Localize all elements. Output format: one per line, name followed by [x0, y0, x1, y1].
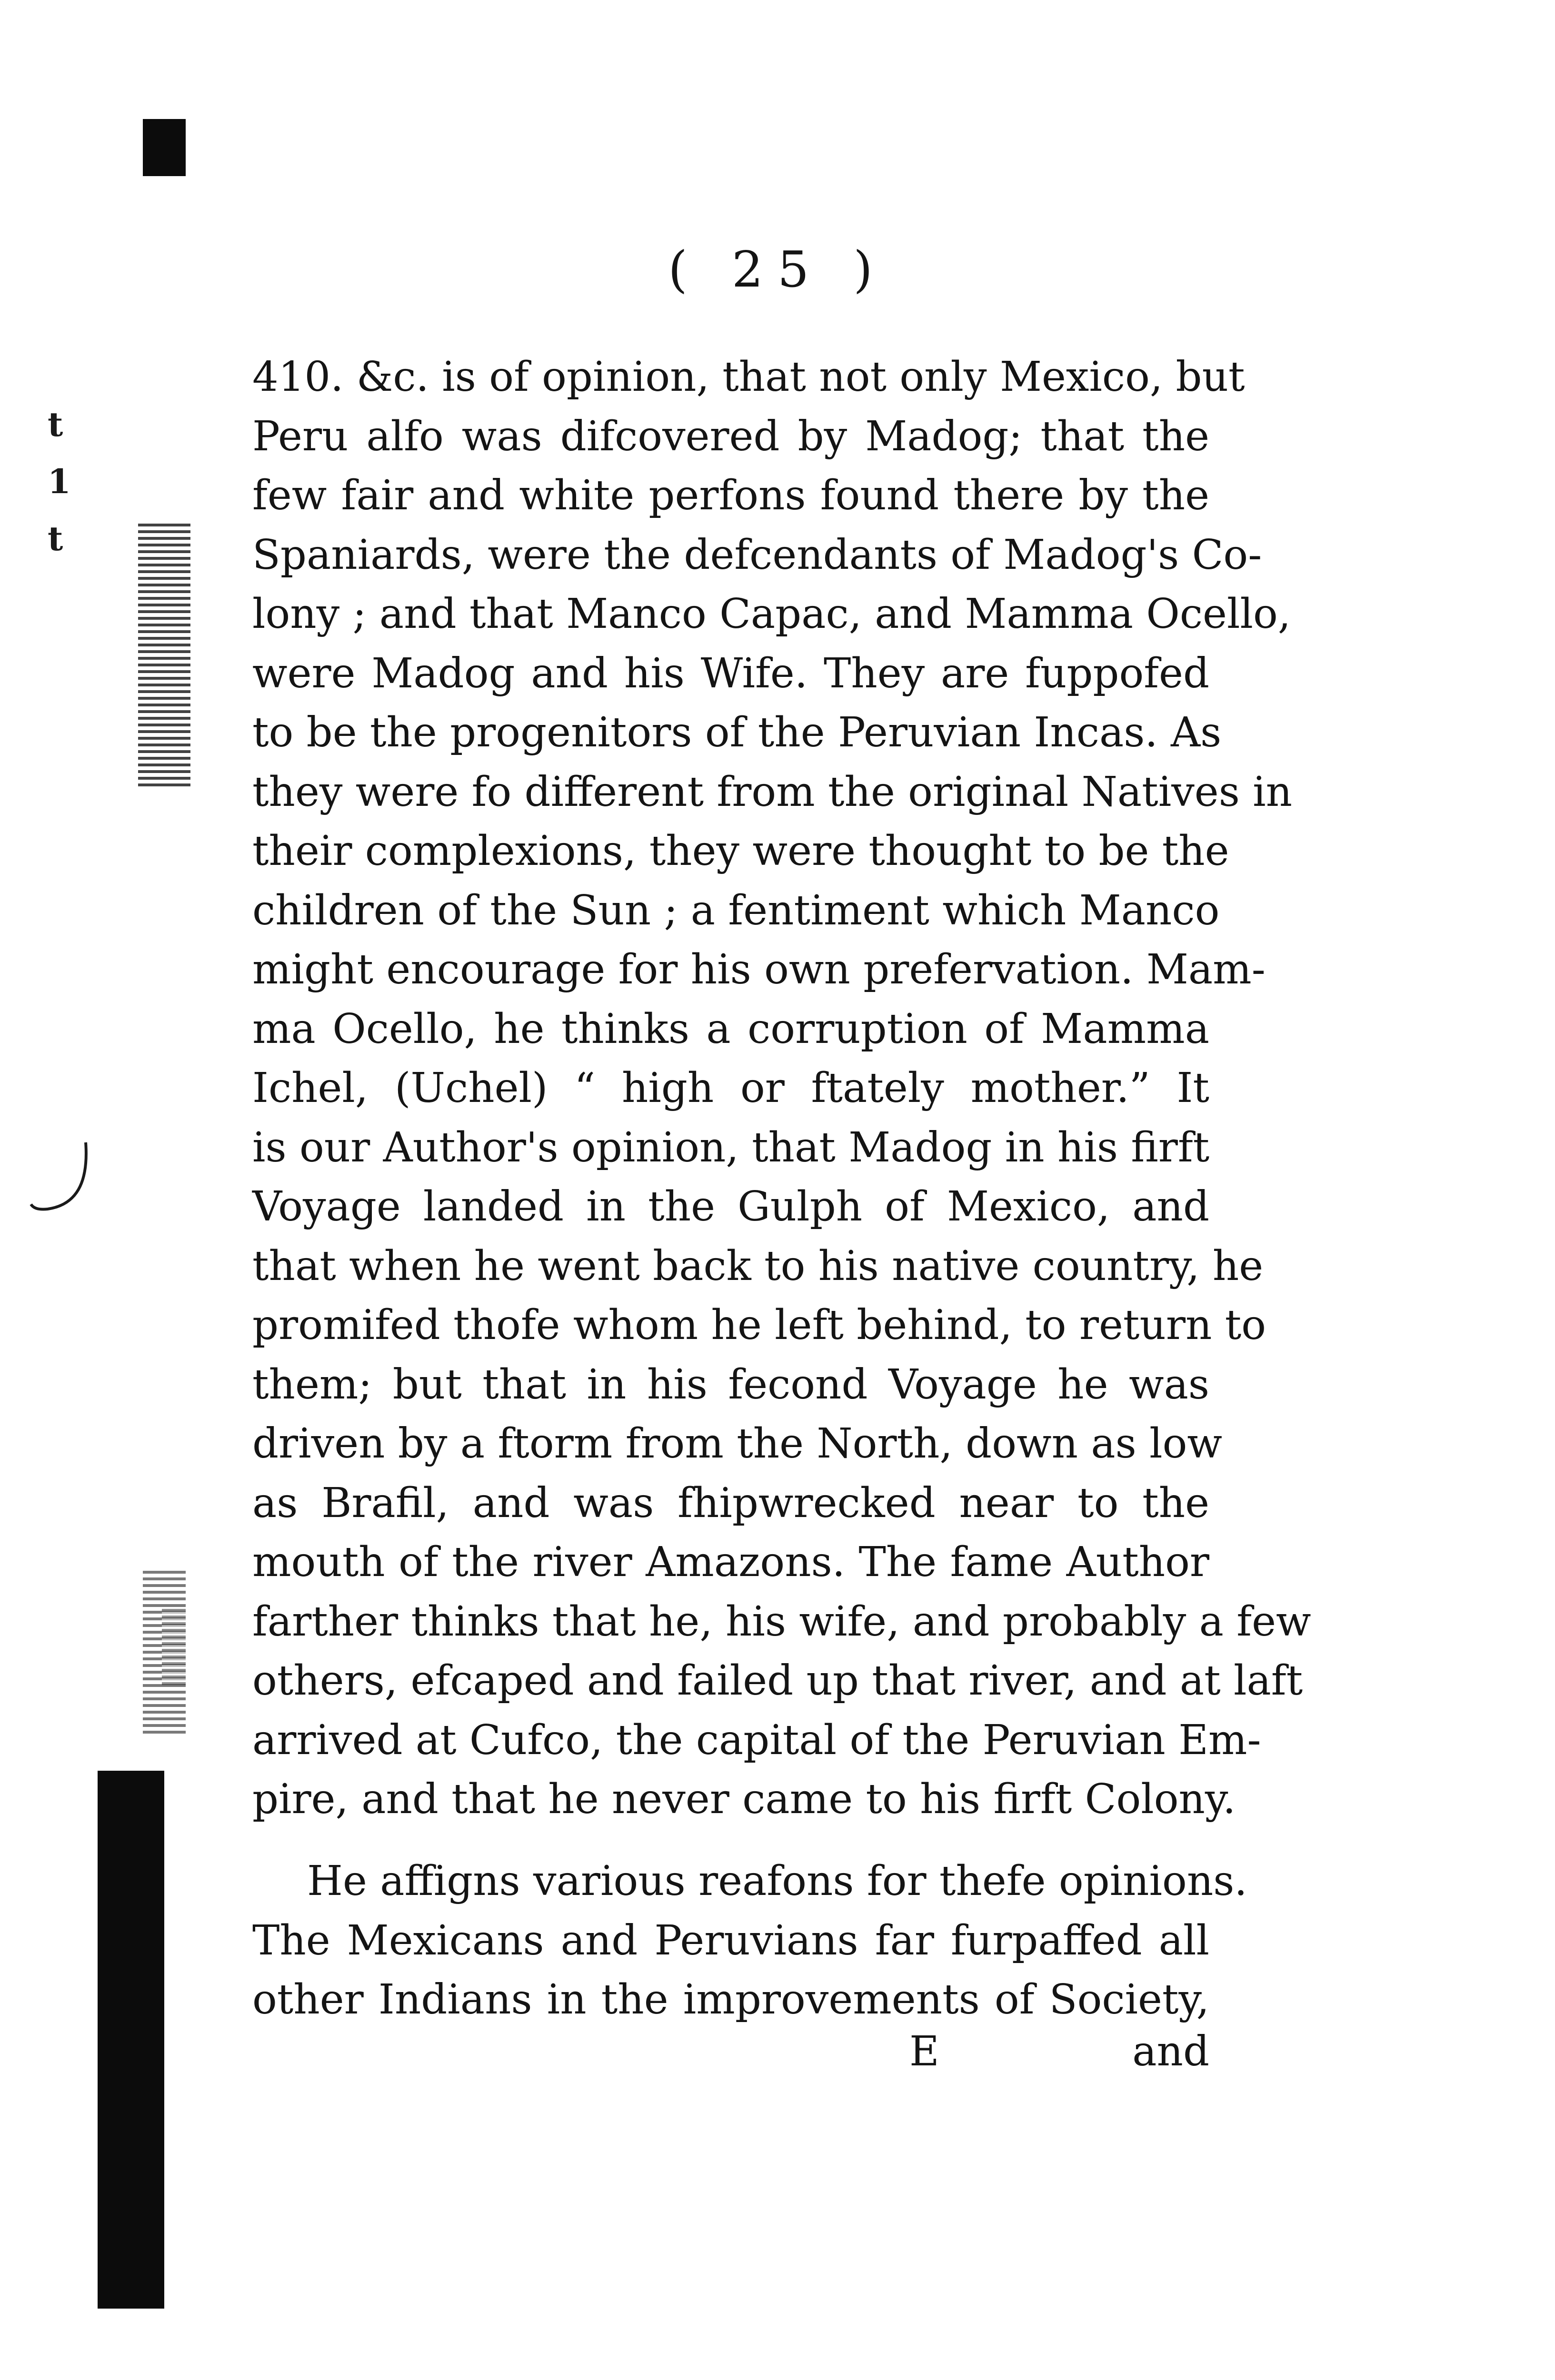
margin-hook-mark [29, 1138, 124, 1233]
catchword: and [1132, 2028, 1209, 2075]
text-line: their complexions, they were thought to be the [252, 827, 1229, 875]
text-line: were Madog and his Wife. They are fuppofed [252, 649, 1209, 697]
text-line: 410. &c. is of opinion, that not only Mexico, but [252, 353, 1245, 401]
page-number: ( 25 ) [668, 240, 887, 298]
text-line: other Indians in the improvements of Society, [252, 1976, 1209, 2023]
text-line: promifed thofe whom he left behind, to return to [252, 1301, 1266, 1349]
text-line: few fair and white perfons found there by the [252, 472, 1209, 519]
text-line: lony ; and that Manco Capac, and Mamma Ocello, [252, 590, 1291, 638]
paragraph-1 [252, 347, 1311, 1829]
text-line: they were fo different from the original Natives in [252, 768, 1293, 816]
margin-mark: t [48, 519, 63, 558]
text-line: Spaniards, were the defcendants of Madog's Co- [252, 531, 1262, 579]
text-line: He affigns various reafons for thefe opinions. [307, 1857, 1247, 1905]
binding-specks [138, 524, 190, 790]
text-line: Ichel, (Uchel) “ high or ftately mother.” It [252, 1064, 1209, 1112]
text-line: that when he went back to his native country, he [252, 1242, 1264, 1290]
signature-mark: E [909, 2028, 939, 2075]
text-line: others, efcaped and failed up that river, and at laft [252, 1657, 1303, 1705]
text-line: arrived at Cufco, the capital of the Peruvian Em- [252, 1716, 1261, 1764]
binding-shadow [98, 1771, 164, 2309]
text-line: might encourage for his own prefervation. Mam- [252, 946, 1266, 993]
text-line: to be the progenitors of the Peruvian Incas. As [252, 709, 1222, 756]
text-line: The Mexicans and Peruvians far furpaffed all [252, 1916, 1209, 1964]
text-line: is our Author's opinion, that Madog in his firft [252, 1123, 1210, 1171]
binding-shadow-top [143, 119, 186, 176]
text-line: ma Ocello, he thinks a corruption of Mamma [252, 1005, 1209, 1053]
text-line: mouth of the river Amazons. The fame Author [252, 1538, 1209, 1586]
binding-specks-lower-2 [162, 1609, 186, 1685]
text-line: Voyage landed in the Gulph of Mexico, and [252, 1183, 1209, 1230]
text-line: children of the Sun ; a fentiment which Manco [252, 886, 1220, 934]
text-line: farther thinks that he, his wife, and probably a few [252, 1597, 1311, 1646]
margin-mark: t [48, 405, 63, 444]
paragraph-2 [252, 1852, 1247, 2030]
text-line: as Brafil, and was fhipwrecked near to the [252, 1479, 1209, 1527]
text-line: pire, and that he never came to his firft Colony. [252, 1775, 1236, 1823]
text-line: Peru alfo was difcovered by Madog; that the [252, 412, 1209, 460]
margin-mark: 1 [48, 462, 71, 501]
text-line: them; but that in his fecond Voyage he was [252, 1360, 1209, 1408]
text-line: driven by a ftorm from the North, down as low [252, 1420, 1222, 1468]
footer-catchline [252, 2028, 1209, 2090]
